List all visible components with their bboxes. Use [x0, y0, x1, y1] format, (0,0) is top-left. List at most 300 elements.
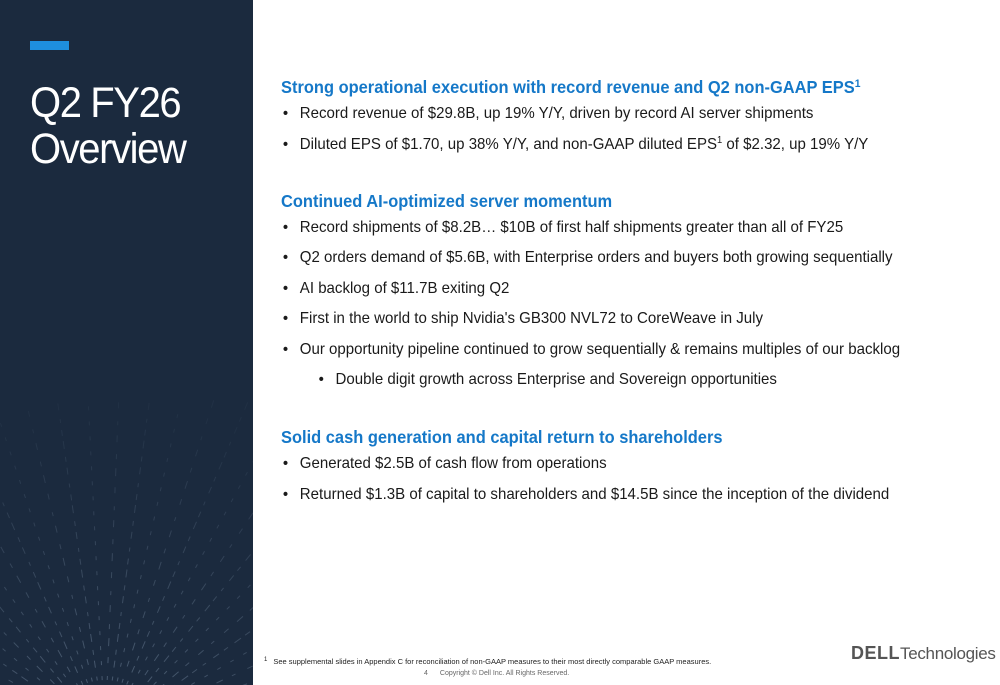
ray-dash: [140, 575, 141, 579]
footnote-marker: 1: [264, 657, 268, 663]
ray-dash: [128, 559, 129, 565]
ray-dash: [185, 663, 189, 666]
ray-dash: [143, 441, 144, 449]
ray-dash: [185, 481, 188, 489]
bullet-text: Our opportunity pipeline continued to grow sequentially & remains multiples of our backlog: [299, 340, 901, 358]
ray-dash: [145, 670, 148, 675]
ray-dash: [237, 567, 240, 571]
slide-title-line2: Overview: [30, 125, 186, 173]
ray-dash: [193, 522, 196, 529]
ray-dash: [18, 537, 20, 542]
ray-dash: [214, 477, 216, 482]
footnote-ref: 1: [854, 78, 861, 90]
ray-dash: [210, 538, 212, 542]
ray-dash: [3, 649, 6, 652]
ray-dash: [78, 548, 79, 552]
ray-dash: [63, 674, 65, 677]
ray-dash: [211, 400, 214, 408]
section-heading: Strong operational execution with record revenue and Q2 non-GAAP EPS$^1$: [281, 77, 861, 97]
ray-dash: [44, 597, 46, 602]
ray-dash: [52, 512, 53, 516]
ray-dash: [230, 544, 232, 547]
ray-dash: [204, 675, 207, 677]
ray-dash: [9, 680, 13, 683]
bullet-item: [281, 340, 944, 360]
logo-brand: DELL: [851, 643, 900, 663]
ray-dash: [9, 618, 12, 622]
ray-dash: [13, 599, 15, 602]
ray-dash: [148, 598, 149, 602]
ray-dash: [248, 585, 251, 588]
ray-dash: [230, 660, 233, 662]
bullet-text: Record revenue of $29.8B, up 19% Y/Y, driven by record AI server shipments: [299, 105, 814, 122]
ray-dash: [154, 654, 159, 661]
bullet-dot: •: [282, 455, 289, 472]
ray-dash: [182, 676, 189, 681]
ray-dash: [7, 513, 9, 519]
ray-dash: [175, 517, 176, 521]
ray-dash: [48, 494, 49, 500]
ray-dash: [174, 429, 175, 433]
ray-dash: [138, 670, 140, 674]
ray-dash: [93, 650, 94, 655]
slide-title: [30, 80, 185, 172]
ray-dash: [183, 615, 185, 618]
ray-dash: [148, 403, 149, 410]
ray-dash: [27, 656, 31, 660]
bullet-dot: •: [318, 371, 324, 388]
sidebar-panel: [0, 0, 253, 685]
bullet-text: AI backlog of $11.7B exiting Q2: [299, 279, 510, 297]
bullet-dot: •: [282, 279, 289, 297]
ray-dash: [63, 441, 64, 449]
ray-dash: [97, 677, 98, 681]
ray-dash: [175, 660, 178, 663]
ray-dash: [231, 499, 233, 503]
ray-dash: [30, 624, 32, 627]
bullet-item: [281, 454, 944, 474]
ray-dash: [82, 665, 83, 669]
ray-dash: [16, 627, 20, 633]
ray-dash: [237, 616, 243, 621]
ray-dash: [192, 669, 197, 673]
ray-dash: [5, 437, 6, 441]
ray-dash: [150, 531, 151, 535]
ray-dash: [72, 636, 73, 640]
ray-dash: [146, 657, 148, 661]
ray-dash: [17, 576, 21, 583]
ray-dash: [181, 591, 183, 595]
ray-dash: [84, 586, 85, 591]
ray-dash: [188, 537, 190, 542]
ray-dash: [79, 627, 80, 632]
page-number: 4: [424, 670, 428, 677]
bullet-dot: •: [282, 135, 289, 153]
ray-dash: [164, 671, 167, 674]
ray-dash: [152, 621, 154, 625]
ray-dash: [67, 667, 70, 672]
ray-dash: [217, 525, 219, 529]
ray-dash: [55, 661, 57, 664]
ray-dash: [56, 526, 58, 533]
ray-dash: [168, 582, 171, 589]
ray-dash: [137, 656, 139, 661]
ray-dash: [20, 480, 21, 484]
ray-dash: [63, 558, 65, 566]
ray-dash: [203, 551, 205, 555]
copyright-text: Copyright © Dell Inc. All Rights Reserved.: [439, 670, 570, 677]
ray-dash: [76, 532, 77, 539]
ray-dash: [123, 596, 124, 603]
bullet-text: Returned $1.3B of capital to shareholders and $14.5B since the inception of the dividend: [299, 485, 890, 503]
section-heading: Continued AI-optimized server momentum: [281, 190, 613, 211]
ray-dash: [211, 641, 214, 644]
ray-dash: [127, 634, 128, 638]
section-heading: Solid cash generation and capital return to shareholders: [281, 427, 723, 447]
bullet-text: First in the world to ship Nvidia's GB300 NVL72 to CoreWeave in July: [299, 310, 763, 327]
ray-dash: [213, 654, 219, 658]
ray-dash: [138, 629, 140, 634]
ray-dash: [60, 632, 62, 638]
slide-content: [281, 74, 944, 515]
ray-dash: [37, 678, 40, 681]
ray-dash: [154, 517, 155, 521]
ray-dash: [132, 666, 135, 672]
ray-dash: [65, 457, 66, 462]
ray-dash: [28, 411, 29, 417]
ray-dash: [164, 473, 165, 477]
ray-dash: [127, 661, 129, 667]
ray-dash: [180, 639, 183, 642]
ray-dash: [0, 423, 1, 427]
ray-dash: [190, 468, 192, 473]
bullet-text: Double digit growth across Enterprise and Sovereign opportunities: [335, 371, 777, 388]
bullet-text: Generated $2.5B of cash flow from operations: [299, 455, 607, 472]
ray-dash: [22, 547, 25, 553]
ray-dash: [26, 592, 29, 597]
ray-dash: [237, 596, 240, 599]
ray-dash: [42, 621, 45, 627]
ray-dash: [164, 549, 166, 554]
ray-dash: [33, 429, 34, 433]
ray-dash: [26, 639, 29, 642]
ray-dash: [114, 661, 115, 668]
ray-dash: [167, 617, 169, 621]
ray-dash: [119, 623, 120, 629]
ray-dash: [232, 674, 236, 676]
ray-dash: [94, 661, 95, 668]
ray-dash: [143, 611, 145, 618]
bullet-dot: •: [282, 485, 289, 503]
ray-dash: [243, 652, 247, 654]
ray-dash: [38, 582, 41, 589]
ray-dash: [196, 450, 198, 457]
slide-title-line1: Q2 FY26: [30, 79, 181, 127]
ray-dash: [163, 596, 165, 601]
ray-dash: [191, 683, 194, 685]
bullet-item: [281, 485, 944, 505]
bullet-dot: •: [282, 218, 289, 236]
ray-dash: [185, 650, 188, 653]
ray-dash: [75, 609, 77, 616]
ray-dash: [209, 487, 212, 493]
ray-dash: [129, 548, 130, 552]
ray-dash: [183, 547, 186, 553]
bullet-item: [281, 104, 944, 124]
ray-dash: [51, 638, 53, 642]
ray-dash: [4, 587, 6, 590]
ray-dash: [133, 643, 136, 651]
logo-suffix: Technologies: [900, 644, 996, 663]
ray-dash: [121, 612, 122, 616]
ray-dash: [245, 632, 250, 636]
ray-dash: [173, 672, 179, 677]
ray-dash: [206, 418, 208, 424]
ray-dash: [227, 607, 230, 610]
ray-dash: [44, 475, 46, 483]
ray-dash: [124, 648, 125, 652]
ray-dash: [126, 570, 127, 578]
ray-dash: [80, 559, 81, 565]
ray-dash: [246, 554, 251, 560]
ray-dash: [21, 612, 23, 615]
ray-dash: [206, 628, 209, 631]
ray-dash: [154, 682, 157, 685]
ray-dash: [86, 679, 87, 683]
ray-dash: [55, 622, 57, 626]
ray-dash: [197, 618, 200, 622]
bullet-text: Diluted EPS of $1.70, up 38% Y/Y, and non-GAAP diluted EPS$^1$ of $2.32, up 19% Y/Y: [299, 134, 869, 153]
ray-dash: [62, 608, 63, 612]
ray-dash: [50, 669, 53, 673]
ray-dash: [154, 580, 156, 586]
ray-dash: [40, 462, 41, 467]
ray-dash: [164, 643, 167, 647]
ray-dash: [70, 656, 72, 661]
ray-dash: [159, 562, 161, 570]
ray-dash: [192, 599, 195, 604]
ray-dash: [35, 609, 37, 613]
ray-dash: [224, 452, 226, 458]
ray-dash: [10, 564, 13, 568]
ray-dash: [136, 494, 137, 500]
ray-dash: [142, 641, 145, 648]
ray-dash: [10, 452, 11, 456]
ray-dash: [127, 681, 129, 685]
ray-dash: [26, 668, 29, 671]
ray-dash: [172, 647, 176, 652]
ray-dash: [147, 631, 149, 637]
ray-dash: [160, 630, 162, 634]
ray-dash: [146, 419, 147, 423]
ray-dash: [62, 430, 63, 436]
ray-dash: [77, 651, 78, 655]
ray-dash: [188, 578, 190, 582]
ray-dash: [53, 580, 54, 584]
ray-dash: [198, 650, 203, 655]
ray-dash: [1, 547, 4, 553]
ray-dash: [174, 604, 176, 608]
ray-dash: [196, 564, 198, 568]
ray-dash: [21, 677, 28, 682]
ray-dash: [37, 666, 43, 672]
ray-dash: [117, 634, 118, 642]
ray-dash: [246, 472, 248, 476]
bullet-item: [281, 309, 944, 329]
ray-dash: [4, 633, 7, 636]
ray-dash: [249, 513, 253, 520]
ray-dash: [219, 462, 222, 469]
bullet-dot: •: [282, 105, 289, 122]
bullet-text: Record shipments of $8.2B… $10B of first half shipments greater than all of FY25: [299, 218, 844, 236]
ray-dash: [12, 670, 17, 673]
bullet-dot: •: [282, 340, 289, 358]
bullet-text: Q2 orders demand of $5.6B, with Enterprise orders and buyers both growing sequentially: [299, 249, 893, 266]
ray-dash: [40, 656, 45, 662]
ray-dash: [85, 596, 86, 603]
bullet-item: [281, 218, 944, 238]
ray-dash: [81, 681, 83, 685]
ray-dash: [213, 596, 217, 601]
ray-dash: [140, 467, 141, 474]
ray-dash: [117, 678, 118, 682]
ray-dash: [160, 487, 161, 491]
ray-dash: [60, 419, 61, 423]
footer-copyright: [424, 670, 569, 677]
section-ai-server-momentum: [281, 188, 944, 391]
section-operational-execution: [281, 74, 944, 155]
ray-dash: [83, 641, 85, 649]
ray-dash: [178, 561, 180, 565]
ray-dash: [156, 668, 159, 672]
ray-dash: [88, 612, 89, 616]
ray-dash: [33, 648, 37, 653]
ray-dash: [14, 658, 17, 661]
ray-dash: [167, 458, 168, 462]
ray-dash: [75, 666, 78, 672]
ray-dash: [239, 529, 242, 534]
ray-dash: [91, 678, 92, 682]
ray-dash: [0, 606, 4, 612]
ray-dash: [43, 551, 44, 555]
ray-dash: [138, 483, 139, 487]
ray-dash: [203, 663, 206, 665]
ray-dash: [145, 430, 146, 436]
ray-dash: [153, 644, 155, 648]
ray-dash: [87, 659, 88, 665]
ray-dash: [224, 512, 226, 516]
footnote-ref: 1: [717, 134, 723, 146]
ray-dash: [224, 647, 228, 650]
ray-dash: [201, 584, 206, 591]
ray-dash: [75, 521, 76, 526]
bullet-dot: •: [282, 249, 289, 266]
ray-dash: [69, 484, 70, 488]
ray-dash: [50, 680, 54, 684]
ray-dash: [144, 560, 145, 564]
ray-dash: [39, 537, 40, 541]
ray-dash: [91, 634, 92, 642]
ray-dash: [229, 575, 233, 581]
ray-dash: [229, 442, 231, 446]
ray-dash: [82, 570, 83, 578]
ray-dash: [224, 629, 229, 633]
ray-dash: [34, 523, 35, 527]
ray-dash: [29, 562, 31, 566]
ray-dash: [247, 666, 252, 669]
ray-dash: [67, 622, 68, 626]
ray-dash: [235, 638, 242, 643]
bullet-item: [281, 248, 944, 268]
ray-dash: [198, 512, 200, 518]
ray-dash: [170, 443, 171, 447]
ray-dash: [3, 664, 6, 666]
ray-dash: [14, 643, 19, 648]
ray-dash: [60, 544, 61, 549]
footnote: [264, 657, 711, 666]
ray-dash: [234, 427, 237, 434]
ray-dash: [157, 606, 160, 613]
ray-dash: [3, 503, 5, 507]
bullet-item: [281, 279, 944, 299]
ray-dash: [173, 571, 175, 577]
ray-dash: [196, 639, 199, 642]
ray-dash: [169, 531, 171, 538]
ray-dash: [211, 572, 214, 576]
ray-dash: [121, 663, 122, 667]
bullet-dot: •: [282, 310, 289, 327]
ray-dash: [217, 680, 223, 683]
ray-dash: [57, 677, 61, 682]
footnote-text: See supplemental slides in Appendix C for reconciliation of non-GAAP measures to their most directly comparable GAAP measures.: [273, 657, 712, 666]
ray-dash: [220, 556, 224, 562]
ray-dash: [72, 595, 73, 599]
ray-dash: [164, 656, 169, 662]
ray-dash: [173, 627, 177, 633]
ray-dash: [141, 456, 142, 461]
accent-bar: [30, 41, 69, 50]
section-cash-generation: [281, 424, 944, 505]
ray-dash: [221, 588, 224, 591]
ray-dash: [72, 505, 73, 513]
ray-dash: [122, 679, 123, 683]
ray-dash: [116, 650, 117, 655]
ray-dash: [177, 414, 178, 418]
ray-dash: [58, 403, 59, 410]
ray-dash: [239, 417, 241, 422]
ray-dash: [58, 650, 62, 657]
ray-dash: [15, 466, 16, 470]
ray-dash: [58, 594, 59, 598]
ray-dash: [216, 617, 219, 620]
ray-dash: [205, 605, 210, 611]
ray-dash: [204, 502, 206, 506]
ray-dash: [48, 565, 49, 569]
sub-bullet-item: [281, 370, 944, 390]
ray-dash: [131, 532, 132, 539]
ray-dash: [189, 626, 193, 632]
ray-dash: [180, 499, 182, 505]
ray-dash: [250, 607, 253, 610]
ray-dash: [67, 576, 68, 582]
ray-dash: [112, 677, 113, 681]
ray-dash: [38, 637, 40, 640]
ray-dash: [64, 642, 67, 649]
ray-dash: [201, 436, 202, 440]
dell-technologies-logo: [851, 642, 996, 666]
ray-dash: [124, 585, 125, 590]
ray-dash: [47, 649, 49, 652]
